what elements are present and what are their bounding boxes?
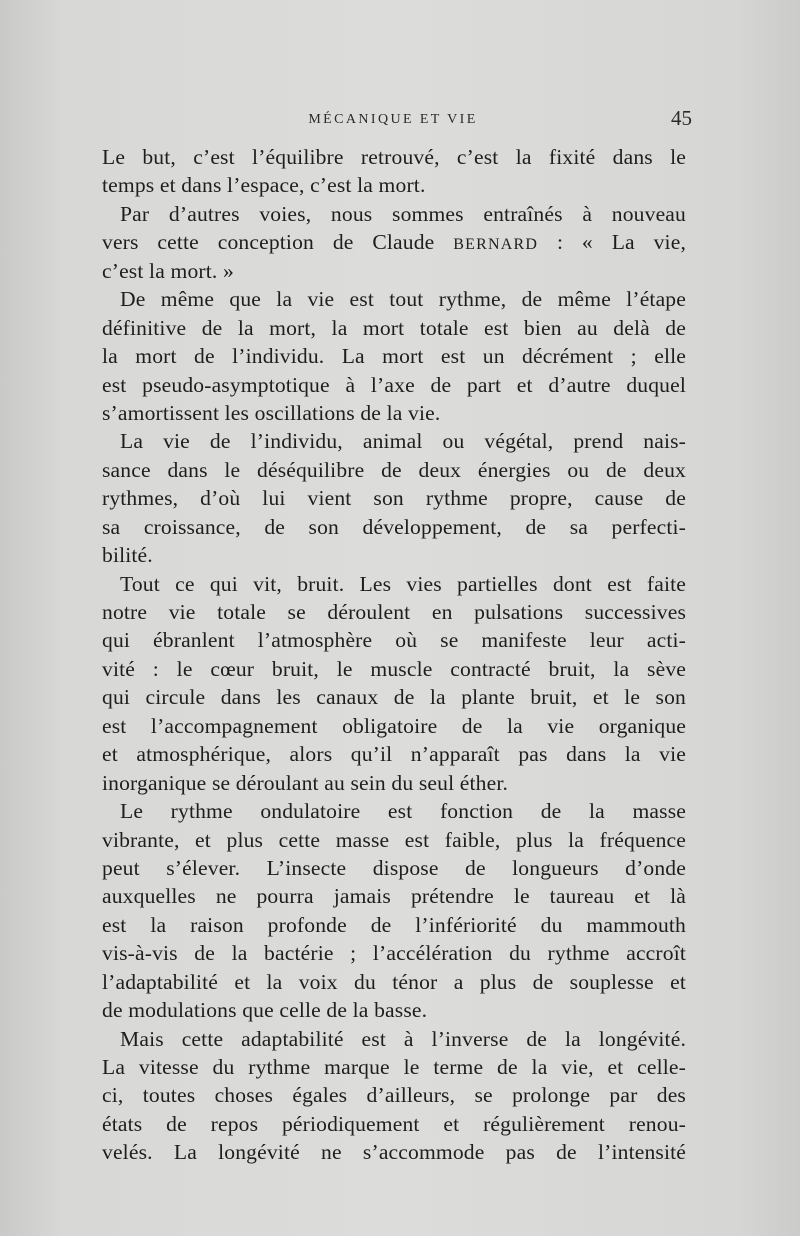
text-line: velés. La longévité ne s’accommode pas de l’intensité — [102, 1140, 686, 1165]
text-line: s’amortissent les oscillations de la vie. — [102, 400, 441, 425]
text-line: est la raison profonde de l’infériorité du mammouth — [102, 912, 686, 937]
text-line: notre vie totale se déroulent en pulsations successives — [102, 600, 686, 624]
text-line: Par d’autres voies, nous sommes entraînés à nouveau — [120, 201, 686, 226]
page-number: 45 — [671, 106, 692, 130]
text-line: c’est la mort. » — [102, 258, 234, 283]
text-line: ci, toutes choses égales d’ailleurs, se prolonge par des — [102, 1083, 686, 1108]
text-line: l’adaptabilité et la voix du ténor a plus de souplesse et — [102, 969, 686, 994]
text-line: Le but, c’est l’équilibre retrouvé, c’est la fixité dans le — [102, 145, 686, 169]
text-line: qui ébranlent l’atmosphère où se manifeste leur acti- — [102, 628, 686, 653]
text-line: peut s’élever. L’insecte dispose de longueurs d’onde — [102, 855, 686, 880]
text-line: Tout ce qui vit, bruit. Les vies partielles dont est faite — [120, 571, 686, 596]
text-line: bilité. — [102, 543, 153, 568]
text-line: temps et dans l’espace, c’est la mort. — [102, 173, 426, 198]
text-line: est l’accompagnement obligatoire de la vie organique — [102, 713, 686, 738]
text-line: est pseudo-asymptotique à l’axe de part et d’autre duquel — [102, 372, 686, 397]
text-line: états de repos périodiquement et régulièrement renou- — [102, 1111, 686, 1136]
text-line: inorganique se déroulant au sein du seul éther. — [102, 770, 509, 795]
running-title: MÉCANIQUE ET VIE — [308, 112, 478, 127]
text-line: De même que la vie est tout rythme, de même l’étape — [120, 287, 686, 312]
author-name: BERNARD — [453, 236, 539, 254]
body-text — [102, 143, 686, 1167]
text-line: sa croissance, de son développement, de sa perfecti- — [102, 514, 686, 539]
text-line: Mais cette adaptabilité est à l’inverse de la longévité. — [120, 1026, 686, 1051]
text-line: rythmes, d’où lui vient son rythme propre, cause de — [102, 486, 686, 511]
running-head — [102, 106, 692, 136]
text-span: vers cette conception de Claude — [102, 230, 435, 255]
text-line: qui circule dans les canaux de la plante bruit, et le son — [102, 685, 686, 710]
text-line — [102, 228, 686, 256]
text-line: de modulations que celle de la basse. — [102, 998, 428, 1023]
text-line: auxquelles ne pourra jamais prétendre le taureau et là — [102, 884, 686, 909]
text-line: vis-à-vis de la bactérie ; l’accélération du rythme accroît — [102, 941, 686, 966]
text-line: Le rythme ondulatoire est fonction de la masse — [120, 799, 686, 824]
text-line: la mort de l’individu. La mort est un décrément ; elle — [102, 344, 686, 369]
text-line: sance dans le déséquilibre de deux énergies ou de deux — [102, 457, 686, 482]
text-line: vibrante, et plus cette masse est faible, plus la fréquence — [102, 827, 686, 852]
text-line: La vitesse du rythme marque le terme de la vie, et celle- — [102, 1055, 686, 1079]
text-line: vité : le cœur bruit, le muscle contracté bruit, la sève — [102, 656, 686, 681]
text-line: La vie de l’individu, animal ou végétal, prend nais- — [120, 429, 686, 454]
quote-fragment: : « La vie, — [538, 230, 686, 255]
text-line: et atmosphérique, alors qu’il n’apparaît pas dans la vie — [102, 742, 686, 767]
text-line: définitive de la mort, la mort totale est bien au delà de — [102, 315, 686, 340]
